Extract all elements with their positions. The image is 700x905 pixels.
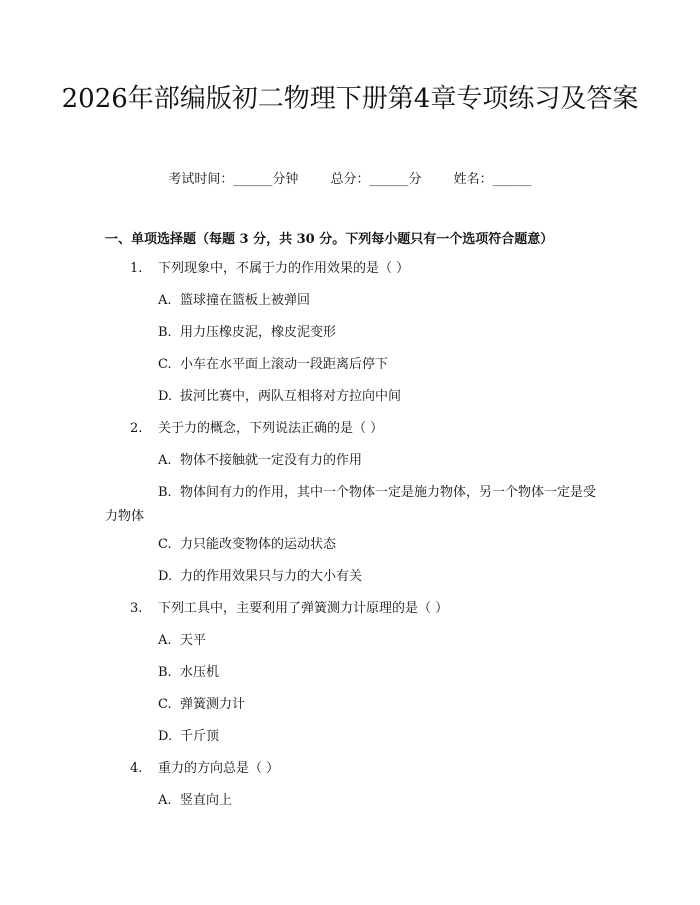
option-text: 千斤顶 <box>180 729 220 744</box>
option-item <box>158 791 232 811</box>
option-letter: C. <box>158 697 172 712</box>
option-text: 竖直向上 <box>180 793 233 808</box>
option-letter: D. <box>158 389 173 404</box>
question-stem <box>130 419 383 439</box>
option-item <box>158 631 206 651</box>
exam-time-field: 考试时间：______分钟 <box>168 172 299 187</box>
option-item <box>158 535 336 555</box>
option-text: 力只能改变物体的运动状态 <box>180 537 337 552</box>
question-stem <box>130 759 279 779</box>
question-stem <box>130 599 448 619</box>
option-text: 弹簧测力计 <box>180 697 246 712</box>
option-text: 物体间有力的作用，其中一个物体一定是施力物体，另一个物体一定是受力物体 <box>105 485 597 524</box>
option-text: 拔河比赛中，两队互相将对方拉向中间 <box>180 389 402 404</box>
option-text: 天平 <box>180 633 207 648</box>
question-text: 下列工具中，主要利用了弹簧测力计原理的是（ ） <box>158 601 449 616</box>
option-text: 篮球撞在篮板上被弹回 <box>180 293 311 308</box>
option-letter: A. <box>158 293 172 308</box>
option-letter: A. <box>158 793 172 808</box>
option-item <box>158 567 362 587</box>
option-item <box>105 481 600 529</box>
student-name-field: 姓名：______ <box>453 172 532 187</box>
option-text: 小车在水平面上滚动一段距离后停下 <box>180 357 389 372</box>
option-text: 力的作用效果只与力的大小有关 <box>180 569 363 584</box>
question-number: 1. <box>130 261 143 276</box>
question-text: 下列现象中，不属于力的作用效果的是（ ） <box>158 261 410 276</box>
question-stem <box>130 259 409 279</box>
option-item <box>158 695 245 715</box>
option-letter: D. <box>158 569 173 584</box>
option-item <box>158 663 219 683</box>
section-heading: 一、单项选择题（每题 3 分，共 30 分。下列每小题只有一个选项符合题意） <box>105 232 554 247</box>
option-item <box>158 451 362 471</box>
question-number: 3. <box>130 601 143 616</box>
option-text: 水压机 <box>180 665 220 680</box>
option-text: 用力压橡皮泥，橡皮泥变形 <box>180 325 337 340</box>
option-letter: B. <box>158 485 172 500</box>
option-text: 物体不接触就一定没有力的作用 <box>180 453 363 468</box>
option-item <box>158 355 388 375</box>
option-letter: B. <box>158 665 172 680</box>
option-letter: C. <box>158 357 172 372</box>
option-letter: A. <box>158 633 172 648</box>
option-item <box>158 387 401 407</box>
option-letter: C. <box>158 537 172 552</box>
option-letter: D. <box>158 729 173 744</box>
page-title: 2026年部编版初二物理下册第4章专项练习及答案 <box>61 84 639 114</box>
question-text: 重力的方向总是（ ） <box>158 761 280 776</box>
question-number: 4. <box>130 761 143 776</box>
question-number: 2. <box>130 421 143 436</box>
question-text: 关于力的概念，下列说法正确的是（ ） <box>158 421 384 436</box>
option-item <box>158 727 219 747</box>
option-letter: A. <box>158 453 172 468</box>
option-item <box>158 291 310 311</box>
exam-info-bar <box>0 168 700 187</box>
option-item <box>158 323 336 343</box>
total-score-field: 总分：______分 <box>330 172 422 187</box>
option-letter: B. <box>158 325 172 340</box>
